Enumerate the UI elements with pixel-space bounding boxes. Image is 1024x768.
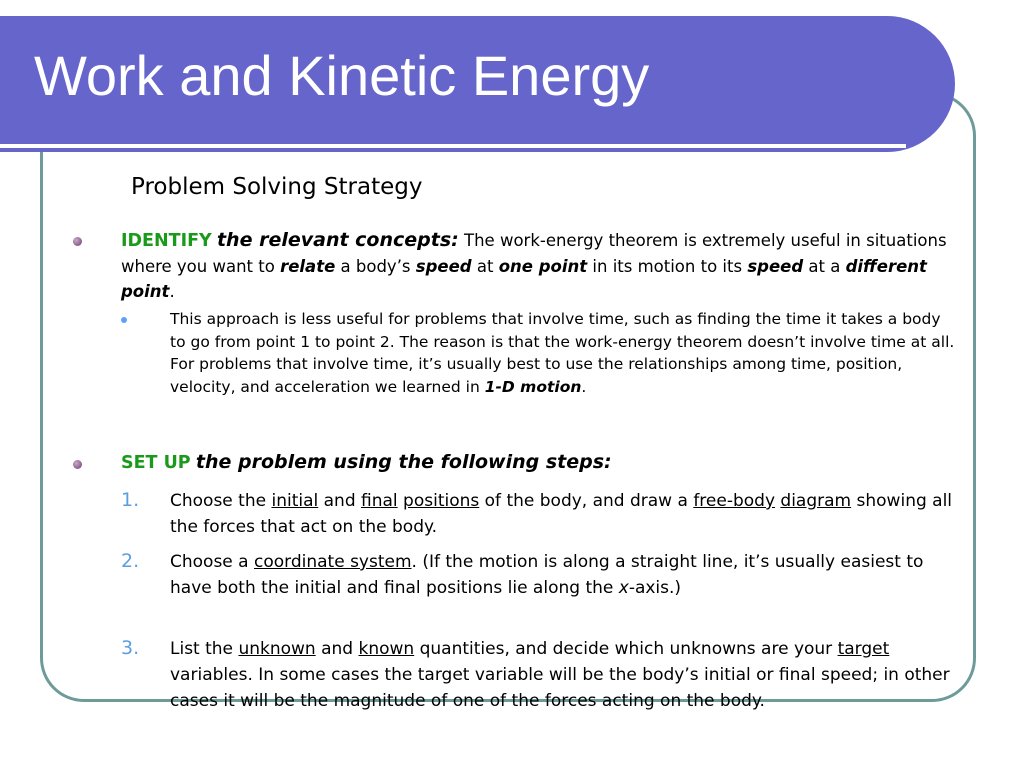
- identify-one-point: one point: [498, 257, 588, 276]
- term-coordinate-system: coordinate system: [254, 552, 412, 572]
- identify-keyword: IDENTIFY: [121, 231, 212, 251]
- slide-subtitle: Problem Solving Strategy: [131, 174, 423, 200]
- term-final: final: [361, 491, 398, 511]
- identify-text-5: at a: [803, 257, 846, 276]
- setup-keyword: SET UP: [121, 453, 191, 473]
- identify-colon: :: [451, 229, 459, 251]
- term-x: x: [618, 578, 629, 598]
- step-text: and: [318, 491, 362, 511]
- identify-sub-paragraph: [170, 308, 960, 398]
- step-text: of the body, and draw a: [479, 491, 694, 511]
- setup-colon: :: [604, 451, 612, 473]
- term-unknown: unknown: [238, 639, 316, 659]
- identify-relate: relate: [280, 257, 336, 276]
- sub-bullet-dot-icon: [121, 317, 127, 323]
- step-1-text: [170, 488, 960, 540]
- identify-phrase: the relevant concepts: [216, 229, 452, 251]
- slide-title: Work and Kinetic Energy: [34, 44, 650, 107]
- step-2-text: [170, 549, 960, 601]
- step-text: Choose the: [170, 491, 272, 511]
- step-text: -axis.): [628, 578, 682, 598]
- term-positions: positions: [403, 491, 480, 511]
- step-text: Choose a: [170, 552, 254, 572]
- step-text: showing all the forces that act on the body.: [170, 491, 953, 537]
- identify-sub-text: This approach is less useful for problems that involve time, such as finding the time it takes a body to go from point 1 to point 2. The reason is that the work-energy theorem doesn’t involve time at all. For problems that involve time, it’s usually best to use the relationships among time, position, velocity, and acceleration we learned in: [170, 310, 955, 396]
- step-number: 1.: [121, 489, 140, 511]
- identify-text-6: .: [169, 282, 175, 301]
- step-text: . (If the motion is along a straight line, it’s usually easiest to have both the initial and final positions lie along the: [170, 552, 924, 598]
- step-text: quantities, and decide which unknowns are your: [414, 639, 838, 659]
- identify-paragraph: [121, 228, 951, 304]
- term-free-body: free-body: [693, 491, 776, 511]
- setup-phrase: the problem using the following steps: [195, 451, 605, 473]
- identify-sub-emphasis: 1-D motion: [484, 377, 582, 396]
- identify-different-point: different point: [121, 257, 927, 301]
- identify-text-4: in its motion to its: [587, 257, 748, 276]
- step-3-text: [170, 636, 960, 714]
- term-known: known: [358, 639, 415, 659]
- step-number: 2.: [121, 550, 140, 572]
- identify-text-1: The work-energy theorem is extremely useful in situations where you want to: [121, 231, 947, 276]
- term-diagram: diagram: [780, 491, 852, 511]
- bullet-dot-icon: [73, 460, 82, 469]
- step-text: List the: [170, 639, 239, 659]
- step-text: and: [315, 639, 359, 659]
- identify-speed-1: speed: [415, 257, 472, 276]
- identify-text-3: at: [471, 257, 499, 276]
- term-initial: initial: [271, 491, 319, 511]
- step-text: variables. In some cases the target variable will be the body’s initial or final speed; in other cases it will be the magnitude of one of the forces acting on the body.: [170, 665, 950, 711]
- step-number: 3.: [121, 637, 140, 659]
- term-target: target: [837, 639, 890, 659]
- identify-speed-2: speed: [747, 257, 804, 276]
- bullet-dot-icon: [73, 237, 82, 246]
- identify-sub-end: .: [581, 377, 587, 396]
- setup-heading: [121, 450, 951, 476]
- identify-text-2: a body’s: [335, 257, 416, 276]
